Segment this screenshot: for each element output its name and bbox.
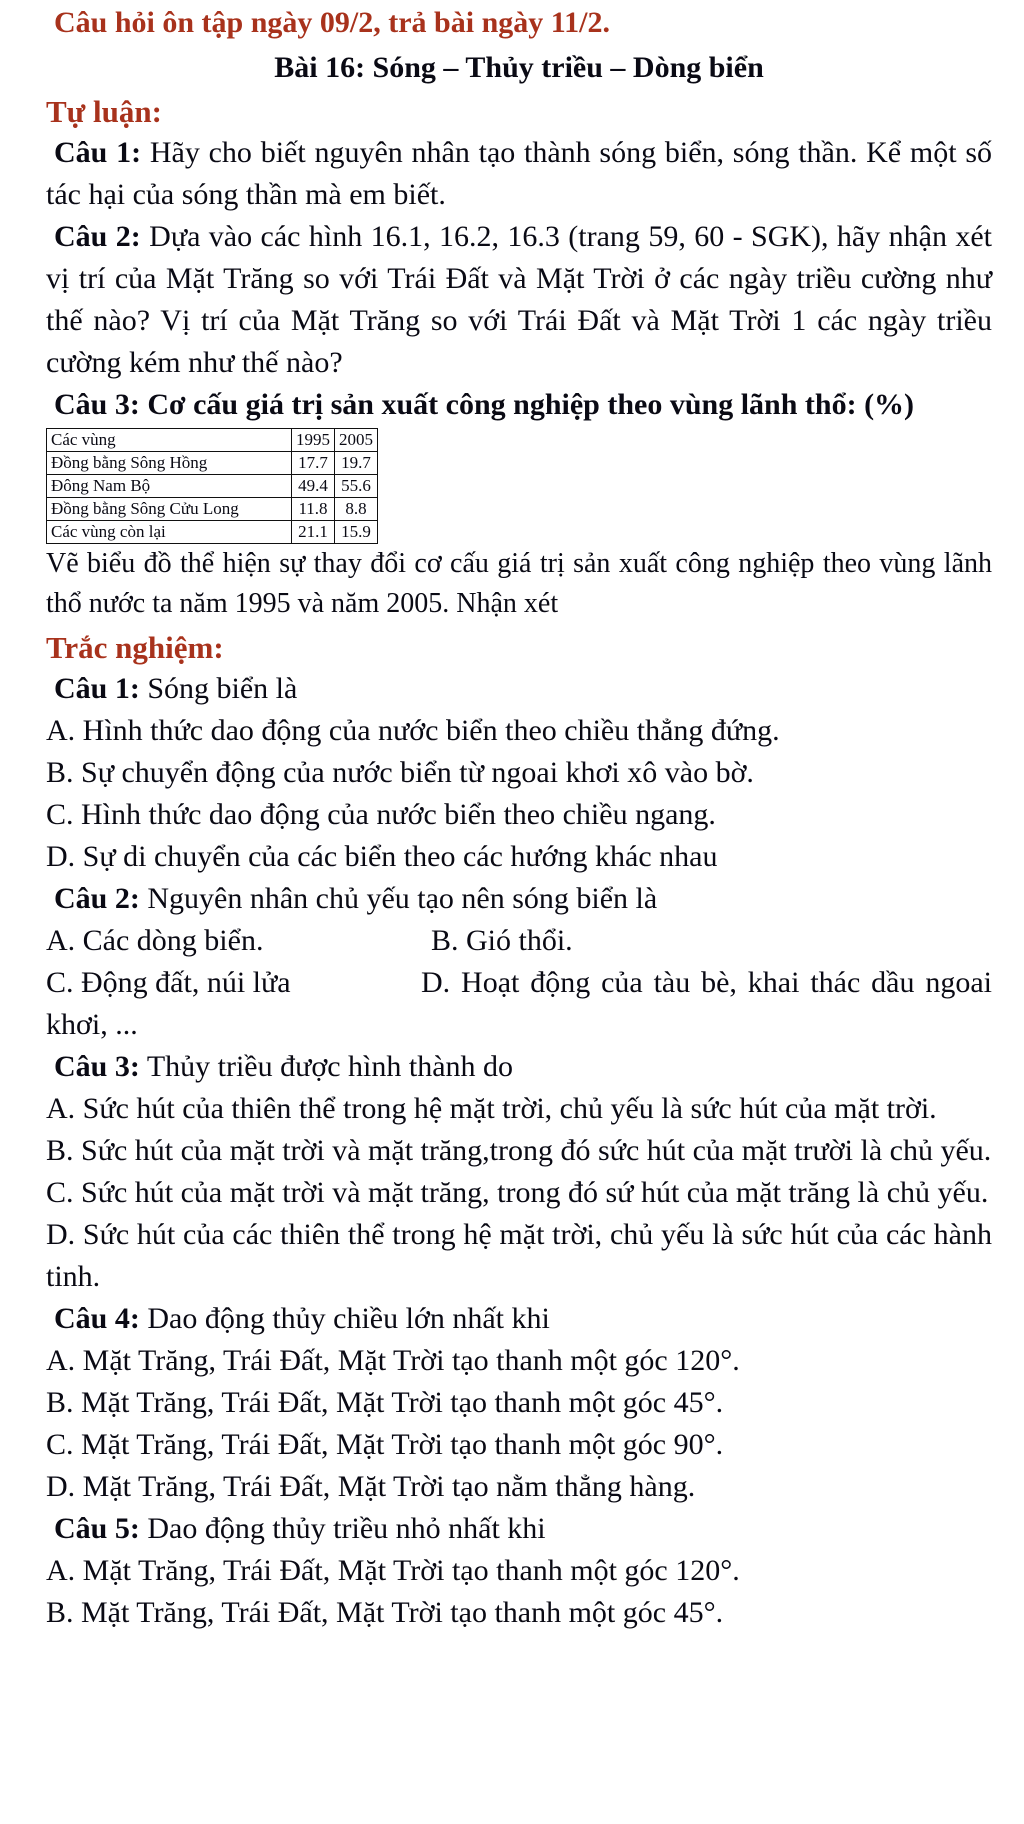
mcq-option: C. Mặt Trăng, Trái Đất, Mặt Trời tạo thanh một góc 90°.	[46, 1428, 724, 1461]
question-text: Dựa vào các hình 16.1, 16.2, 16.3 (trang 59, 60 - SGK), hãy nhận xét vị trí của Mặt Trăng so với Trái Đất và Mặt Trời ở các ngày triều cường như thế nào? Vị trí của Mặt Trăng so với Trái Đất và Mặt Trời 1 các ngày triều cường kém như thế nào?	[46, 220, 993, 379]
question-text: Cơ cấu giá trị sản xuất công nghiệp theo vùng lãnh thổ: (%)	[147, 388, 915, 421]
question-text: Sóng biển là	[147, 672, 298, 705]
mcq-option: A. Hình thức dao động của nước biển theo chiều thẳng đứng.	[46, 714, 780, 747]
mcq-option-row	[46, 962, 992, 1046]
table-row	[47, 452, 378, 475]
table-header-cell: 1995	[292, 429, 335, 452]
question-text: Hãy cho biết nguyên nhân tạo thành sóng biển, sóng thần. Kể một số tác hại của sóng thần mà em biết.	[46, 136, 992, 211]
question-label: Câu 5:	[54, 1512, 140, 1545]
essay-section-label: Tự luận:	[46, 94, 162, 129]
table-row	[47, 475, 378, 498]
document-page	[0, 4, 1024, 1824]
mcq-option: B. Sức hút của mặt trời và mặt trăng,trong đó sức hút của mặt trười là chủ yếu.	[46, 1134, 992, 1167]
mcq-option: D. Sự di chuyển của các biển theo các hướng khác nhau	[46, 840, 718, 873]
document-title: Câu hỏi ôn tập ngày 09/2, trả bài ngày 11/2.	[54, 6, 610, 39]
mcq-option: B. Sự chuyển động của nước biển từ ngoai khơi xô vào bờ.	[46, 756, 754, 789]
mcq-option: A. Sức hút của thiên thể trong hệ mặt trời, chủ yếu là sức hút của mặt trời.	[46, 1092, 937, 1125]
table-cell: 49.4	[292, 475, 335, 498]
table-cell: 17.7	[292, 452, 335, 475]
industry-structure-table	[46, 428, 378, 544]
mcq-question-4	[46, 1298, 992, 1340]
question-label: Câu 1:	[54, 136, 142, 169]
mcq-option: B. Mặt Trăng, Trái Đất, Mặt Trời tạo thanh một góc 45°.	[46, 1596, 724, 1629]
chart-task: Vẽ biểu đồ thể hiện sự thay đổi cơ cấu giá trị sản xuất công nghiệp theo vùng lãnh thổ nước ta năm 1995 và năm 2005. Nhận xét	[46, 548, 992, 619]
question-label: Câu 2:	[54, 882, 140, 915]
table-cell: Các vùng còn lại	[47, 521, 292, 544]
mcq-option: D. Hoạt động của tàu bè, khai thác dầu ngoai khơi, ...	[46, 966, 992, 1041]
lesson-title: Bài 16: Sóng – Thủy triều – Dòng biển	[274, 51, 764, 84]
table-cell: 8.8	[335, 498, 378, 521]
mcq-option: A. Mặt Trăng, Trái Đất, Mặt Trời tạo thanh một góc 120°.	[46, 1554, 740, 1587]
question-label: Câu 2:	[54, 220, 141, 253]
mcq-question-1	[46, 668, 992, 710]
mcq-question-5	[46, 1508, 992, 1550]
table-cell: Đông Nam Bộ	[47, 475, 292, 498]
mcq-question-3	[46, 1046, 992, 1088]
table-cell: Đồng bằng Sông Hồng	[47, 452, 292, 475]
table-header-cell: Các vùng	[47, 429, 292, 452]
table-row	[47, 498, 378, 521]
mcq-option: A. Các dòng biển.	[46, 924, 264, 957]
mcq-option: C. Sức hút của mặt trời và mặt trăng, trong đó sứ hút của mặt trăng là chủ yếu.	[46, 1176, 989, 1209]
table-cell: 15.9	[335, 521, 378, 544]
mcq-option: B. Gió thổi.	[431, 924, 573, 957]
essay-question-3	[46, 384, 992, 426]
mcq-option: B. Mặt Trăng, Trái Đất, Mặt Trời tạo thanh một góc 45°.	[46, 1386, 724, 1419]
question-label: Câu 1:	[54, 672, 140, 705]
question-text: Dao động thủy chiều lớn nhất khi	[147, 1302, 550, 1335]
mcq-option: D. Sức hút của các thiên thể trong hệ mặt trời, chủ yếu là sức hút của các hành tinh.	[46, 1218, 992, 1293]
question-text: Dao động thủy triều nhỏ nhất khi	[147, 1512, 546, 1545]
table-header-cell: 2005	[335, 429, 378, 452]
question-label: Câu 4:	[54, 1302, 140, 1335]
mcq-option: D. Mặt Trăng, Trái Đất, Mặt Trời tạo nằm thẳng hàng.	[46, 1470, 696, 1503]
essay-question-2	[46, 216, 992, 384]
question-label: Câu 3:	[54, 388, 140, 421]
mcq-option: A. Mặt Trăng, Trái Đất, Mặt Trời tạo thanh một góc 120°.	[46, 1344, 740, 1377]
question-label: Câu 3:	[54, 1050, 140, 1083]
table-cell: 21.1	[292, 521, 335, 544]
table-row	[47, 521, 378, 544]
table-cell: 55.6	[335, 475, 378, 498]
question-text: Nguyên nhân chủ yếu tạo nên sóng biển là	[147, 882, 658, 915]
mcq-section-label: Trắc nghiệm:	[46, 630, 224, 665]
question-text: Thủy triều được hình thành do	[146, 1050, 514, 1083]
mcq-options-row	[46, 920, 992, 962]
table-cell: 19.7	[335, 452, 378, 475]
table-header-row	[47, 429, 378, 452]
mcq-question-2	[46, 878, 992, 920]
mcq-option: C. Động đất, núi lửa	[46, 966, 291, 999]
table-cell: Đồng bằng Sông Cửu Long	[47, 498, 292, 521]
table-cell: 11.8	[292, 498, 335, 521]
essay-question-1	[46, 132, 992, 216]
mcq-option: C. Hình thức dao động của nước biển theo chiều ngang.	[46, 798, 716, 831]
